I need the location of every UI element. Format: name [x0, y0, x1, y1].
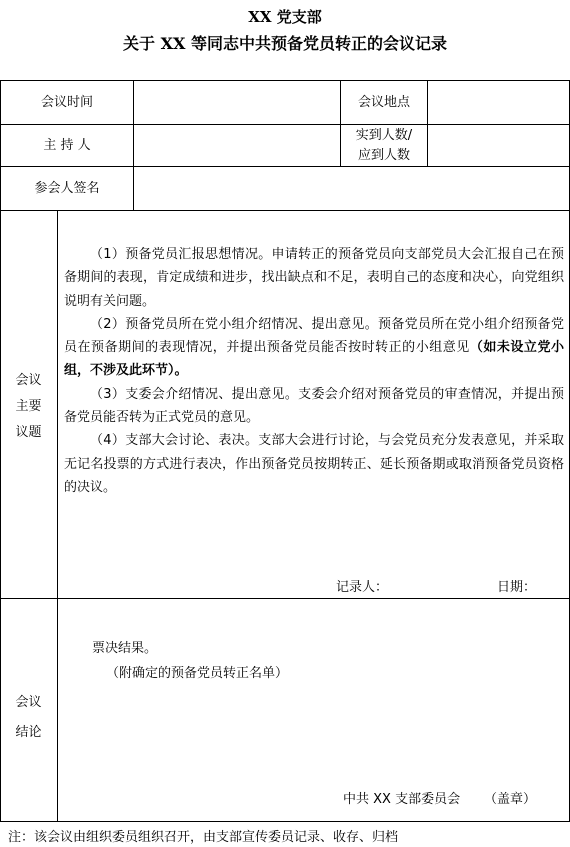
signatures-field[interactable] [134, 167, 569, 210]
topic-item-4: （4）支部大会讨论、表决。支部大会进行讨论，与会党员充分发表意见，并采取无记名投票的方式进行表决，作出预备党员按期转正、延长预备期或取消预备党员资格的决议。 [64, 433, 564, 495]
rule [0, 210, 570, 211]
conclusion-label [0, 688, 57, 748]
topics-label-line: 主要 [15, 399, 42, 414]
document-title: 关于 XX 等同志中共预备党员转正的会议记录 [123, 34, 447, 53]
topic-item-2-text: （2）预备党员所在党小组介绍情况、提出意见。预备党员所在党小组介绍预备党员在预备期间的表现情况，并提出预备党员能否按时转正的小组意见 [64, 316, 564, 356]
meeting-record-form [0, 80, 570, 822]
footnote: 注：该会议由组织委员组织召开，由支部宣传委员记录、收存、归档 [8, 830, 399, 845]
meeting-time-field[interactable] [134, 81, 340, 124]
conclusion-label-line: 会议 [15, 695, 42, 710]
attendance-label-line1: 实到人数/ [355, 127, 413, 143]
topic-item-2 [64, 313, 564, 383]
rule [0, 821, 570, 822]
meeting-time-label: 会议时间 [40, 94, 93, 110]
rule [57, 210, 58, 822]
meeting-place-label: 会议地点 [357, 94, 410, 110]
attendance-label [341, 125, 427, 166]
signatures-label: 参会人签名 [34, 180, 100, 196]
host-field[interactable] [134, 125, 340, 166]
conclusion-label-line: 结论 [15, 725, 42, 740]
committee-name: 中共 XX 支部委员会 [343, 792, 461, 807]
vote-result: 票决结果。 [92, 641, 158, 656]
topic-item-1: （1）预备党员汇报思想情况。申请转正的预备党员向支部党员大会汇报自己在预备期间的表现，肯定成绩和进步，找出缺点和不足，表明自己的态度和决心，向党组织说明有关问题。 [64, 247, 564, 309]
topics-label-line: 议题 [15, 425, 42, 440]
date-label: 日期： [497, 580, 537, 595]
rule [0, 598, 570, 599]
topic-item-3: （3）支委会介绍情况、提出意见。支委会介绍对预备党员的审查情况，并提出预备党员能否转为正式党员的意见。 [64, 386, 564, 426]
meeting-place-field[interactable] [428, 81, 569, 124]
seal-label: （盖章） [484, 792, 537, 807]
attendance-label-line2: 应到人数 [357, 147, 410, 163]
host-label: 主 持 人 [43, 137, 91, 153]
topic-item-2-bold-note: （如未设立党小组，不涉及此环节）。 [64, 340, 564, 379]
topics-label [0, 368, 57, 446]
topics-body [64, 243, 564, 499]
attachment-note: （附确定的预备党员转正名单） [106, 666, 289, 681]
attendance-field[interactable] [428, 125, 569, 166]
branch-name: XX 党支部 [248, 8, 322, 26]
topics-label-line: 会议 [15, 373, 42, 388]
recorder-label: 记录人： [336, 580, 389, 595]
